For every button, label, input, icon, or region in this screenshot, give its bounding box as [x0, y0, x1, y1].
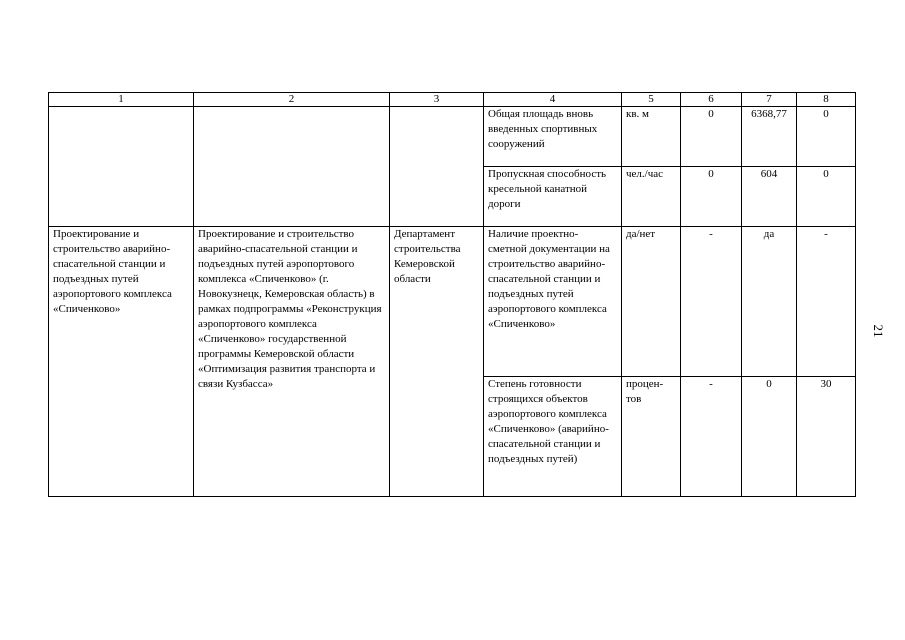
value-cell: 604: [742, 167, 797, 227]
value-cell: 0: [797, 167, 856, 227]
value-cell: -: [681, 227, 742, 377]
header-cell-2: 2: [194, 93, 390, 107]
header-cell-3: 3: [390, 93, 484, 107]
header-cell-6: 6: [681, 93, 742, 107]
header-cell-8: 8: [797, 93, 856, 107]
responsible-cell: Департамент строительства Кемеровской области: [390, 227, 484, 497]
unit-cell: кв. м: [622, 107, 681, 167]
value-cell: 30: [797, 377, 856, 497]
value-cell: 0: [797, 107, 856, 167]
empty-cell: [49, 107, 194, 227]
table-row: [49, 107, 856, 167]
value-cell: -: [681, 377, 742, 497]
value-cell: 6368,77: [742, 107, 797, 167]
empty-cell: [390, 107, 484, 227]
header-cell-4: 4: [484, 93, 622, 107]
indicator-cell: Наличие проектно-сметной документации на строительство аварийно-спасательной станции и подъездных путей аэропортового комплекса «Спиченково»: [484, 227, 622, 377]
indicator-cell: Общая площадь вновь введенных спортивных сооружений: [484, 107, 622, 167]
data-table: [48, 92, 856, 497]
page-number: 21: [871, 324, 886, 338]
event-name-cell: Проектирование и строительство аварийно-спасательной станции и подъездных путей аэропортового комплекса «Спиченково»: [49, 227, 194, 497]
empty-cell: [194, 107, 390, 227]
value-cell: 0: [681, 167, 742, 227]
event-description-cell: Проектирование и строительство аварийно-спасательной станции и подъездных путей аэропортового комплекса «Спиченково» (г. Новокузнецк, Кемеровская область) в рамках подпрограммы «Реконструкция аэропортового комплекса «Спиченково» государственной программы Кемеровской области «Оптимизация развития транспорта и связи Кузбасса»: [194, 227, 390, 497]
header-cell-5: 5: [622, 93, 681, 107]
value-cell: да: [742, 227, 797, 377]
table-row: [49, 227, 856, 377]
indicator-cell: Пропускная способность кресельной канатной дороги: [484, 167, 622, 227]
value-cell: -: [797, 227, 856, 377]
header-row: [49, 93, 856, 107]
unit-cell: да/нет: [622, 227, 681, 377]
unit-cell: чел./час: [622, 167, 681, 227]
value-cell: 0: [681, 107, 742, 167]
indicator-cell: Степень готовности строящихся объектов аэропортового комплекса «Спиченково» (аварийно-спасательной станции и подъездных путей): [484, 377, 622, 497]
value-cell: 0: [742, 377, 797, 497]
header-cell-7: 7: [742, 93, 797, 107]
unit-cell: процен-тов: [622, 377, 681, 497]
header-cell-1: 1: [49, 93, 194, 107]
